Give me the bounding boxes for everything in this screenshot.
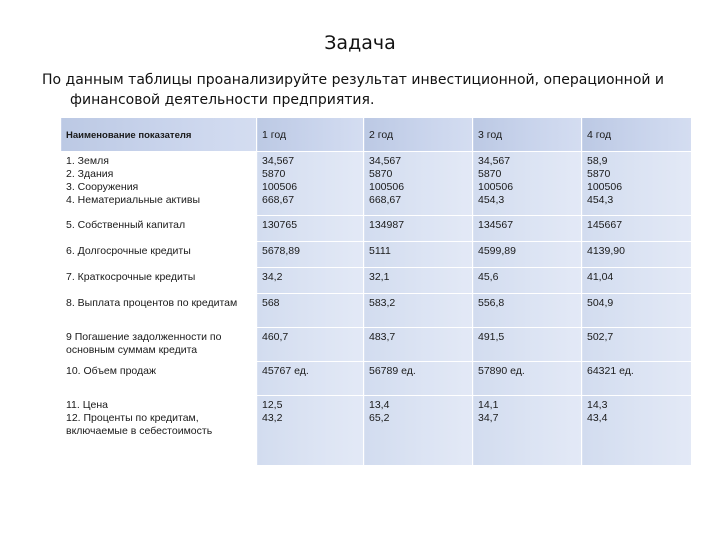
- cell-year-3: 57890 ед.: [473, 362, 582, 396]
- cell-value: 454,3: [478, 194, 505, 206]
- page-title: Задача: [324, 32, 396, 54]
- cell-year-3: 4599,89: [473, 242, 582, 268]
- cell-year-4: 4139,90: [582, 242, 692, 268]
- cell-year-1: 460,7: [257, 328, 364, 362]
- header-year-2: 2 год: [364, 118, 473, 152]
- cell-year-3: 45,6: [473, 268, 582, 294]
- indicators-table: [60, 117, 692, 466]
- header-indicator-name: Наименование показателя: [61, 118, 257, 152]
- cell-year-2: 483,7: [364, 328, 473, 362]
- cell-year-1: 130765: [257, 216, 364, 242]
- cell-year-3: 556,8: [473, 294, 582, 328]
- cell-year-2: 56789 ед.: [364, 362, 473, 396]
- cell-year-2: 5111: [364, 242, 473, 268]
- cell-year-1: 34,2: [257, 268, 364, 294]
- cell-value: 5870: [369, 168, 393, 180]
- cell-value: 34,567: [478, 155, 511, 167]
- cell-value: 13,4: [369, 399, 390, 411]
- cell-year-4: [582, 152, 692, 216]
- cell-year-1: 568: [257, 294, 364, 328]
- cell-value: 5870: [478, 168, 502, 180]
- cell-year-1: 45767 ед.: [257, 362, 364, 396]
- row-label: 6. Долгосрочные кредиты: [61, 242, 257, 268]
- cell-year-4: 64321 ед.: [582, 362, 692, 396]
- table-row: [61, 362, 692, 396]
- cell-year-4: 41,04: [582, 268, 692, 294]
- cell-value: 668,67: [369, 194, 402, 206]
- cell-year-1: 5678,89: [257, 242, 364, 268]
- cell-value: 5870: [587, 168, 611, 180]
- cell-value: 100506: [478, 181, 514, 193]
- cell-year-4: [582, 396, 692, 466]
- header-year-3: 3 год: [473, 118, 582, 152]
- table-row: [61, 152, 692, 216]
- cell-value: 14,1: [478, 399, 499, 411]
- cell-value: 34,7: [478, 412, 499, 424]
- cell-value: 43,4: [587, 412, 608, 424]
- cell-value: 65,2: [369, 412, 390, 424]
- table-row: [61, 242, 692, 268]
- row-label: 9 Погашение задолженности по основным суммам кредита: [61, 328, 257, 362]
- cell-year-3: [473, 152, 582, 216]
- cell-year-2: [364, 152, 473, 216]
- table-row: [61, 396, 692, 466]
- row-label-line: 12. Проценты по кредитам, включаемые в себестоимость: [66, 412, 213, 437]
- cell-year-3: [473, 396, 582, 466]
- cell-year-1: [257, 396, 364, 466]
- row-label-line: 4. Нематериальные активы: [66, 194, 201, 206]
- cell-year-2: 583,2: [364, 294, 473, 328]
- row-label: [61, 152, 257, 216]
- cell-value: 58,9: [587, 155, 608, 167]
- cell-year-4: 504,9: [582, 294, 692, 328]
- row-label: 10. Объем продаж: [61, 362, 257, 396]
- cell-value: 100506: [587, 181, 623, 193]
- table-row: [61, 328, 692, 362]
- cell-value: 668,67: [262, 194, 295, 206]
- cell-value: 12,5: [262, 399, 283, 411]
- cell-value: 34,567: [262, 155, 295, 167]
- table-row: [61, 294, 692, 328]
- table-row: [61, 268, 692, 294]
- row-label-line: 11. Цена: [66, 399, 108, 411]
- task-description: По данным таблицы проанализируйте результат инвестиционной, операционной и финансовой деятельности предприятия.: [42, 72, 665, 108]
- row-label-line: 1. Земля: [66, 155, 109, 167]
- cell-value: 100506: [369, 181, 405, 193]
- cell-year-2: 32,1: [364, 268, 473, 294]
- header-year-4: 4 год: [582, 118, 692, 152]
- cell-value: 14,3: [587, 399, 608, 411]
- row-label: 7. Краткосрочные кредиты: [61, 268, 257, 294]
- cell-year-2: 134987: [364, 216, 473, 242]
- row-label: 8. Выплата процентов по кредитам: [61, 294, 257, 328]
- header-year-1: 1 год: [257, 118, 364, 152]
- cell-value: 5870: [262, 168, 286, 180]
- cell-year-4: 502,7: [582, 328, 692, 362]
- cell-value: 100506: [262, 181, 298, 193]
- cell-value: 43,2: [262, 412, 283, 424]
- row-label-line: 3. Сооружения: [66, 181, 139, 193]
- row-label: 5. Собственный капитал: [61, 216, 257, 242]
- cell-year-2: [364, 396, 473, 466]
- row-label: [61, 396, 257, 466]
- cell-value: 454,3: [587, 194, 614, 206]
- table-header-row: [61, 118, 692, 152]
- cell-year-3: 491,5: [473, 328, 582, 362]
- cell-value: 34,567: [369, 155, 402, 167]
- cell-year-3: 134567: [473, 216, 582, 242]
- row-label-line: 2. Здания: [66, 168, 114, 180]
- table-row: [61, 216, 692, 242]
- cell-year-1: [257, 152, 364, 216]
- cell-year-4: 145667: [582, 216, 692, 242]
